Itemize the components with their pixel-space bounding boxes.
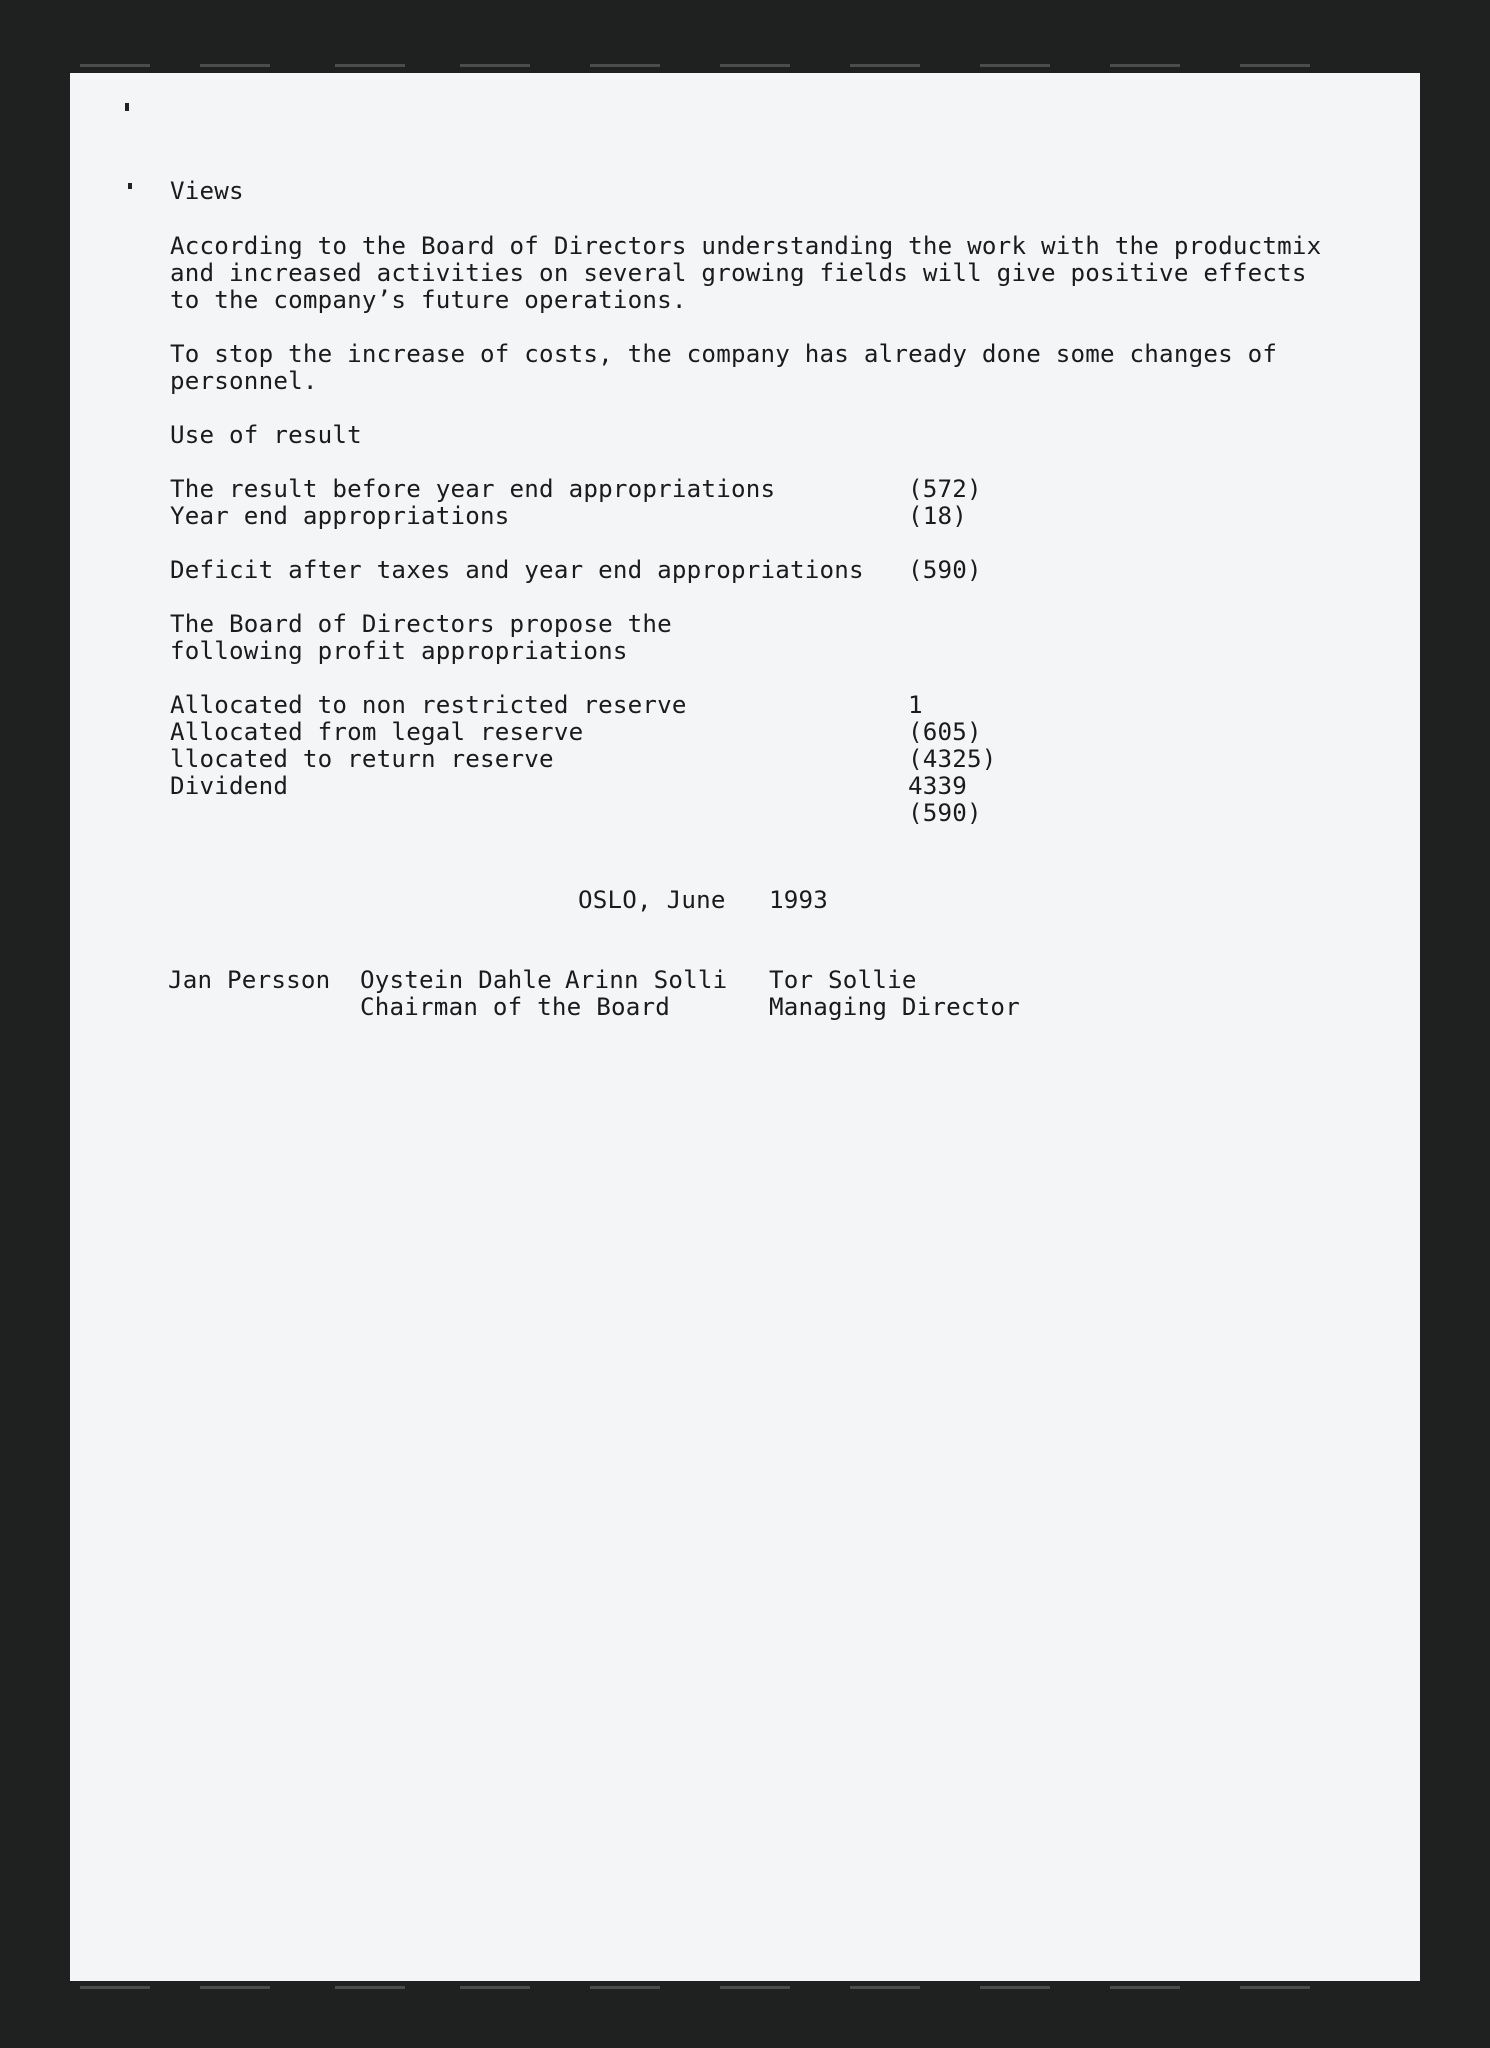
deficit-value: (590) [908,556,982,584]
scan-edge-mark [335,64,405,67]
scan-edge-mark [335,1986,405,1989]
scan-edge-mark [200,1986,270,1989]
scan-edge-mark [200,64,270,67]
signatory-arinn-solli: Arinn Solli [565,966,728,994]
proposal-line: The Board of Directors propose the [170,610,672,638]
result-value: (572) [908,475,982,503]
proposal-line: following profit appropriations [170,637,628,665]
scan-edge-mark [850,1986,920,1989]
scan-edge-mark [720,64,790,67]
scan-edge-mark [460,1986,530,1989]
scan-edge-mark [460,64,530,67]
scan-edge-mark [720,1986,790,1989]
appropriation-value: 4339 [908,772,968,800]
appropriation-label: Allocated to non restricted reserve [170,691,687,719]
scan-edge-mark [1110,64,1180,67]
margin-mark [125,103,129,111]
signatory-oystein-dahle: Oystein Dahle [360,966,552,994]
scan-edge-mark [980,1986,1050,1989]
paragraph-line: According to the Board of Directors understanding the work with the productmix [170,232,1322,260]
appropriation-value: 1 [908,691,923,719]
appropriation-value: (605) [908,718,982,746]
scan-edge-mark [1240,64,1310,67]
result-label: Year end appropriations [170,502,510,530]
scan-edge-mark [850,64,920,67]
appropriation-value: (4325) [908,745,997,773]
scan-edge-mark [1110,1986,1180,1989]
place-date: OSLO, June [578,886,726,914]
appropriations-total: (590) [908,799,982,827]
signatory-jan-persson: Jan Persson [168,966,331,994]
scan-edge-mark [590,64,660,67]
appropriation-label: Dividend [170,772,289,800]
paragraph-line: to the company’s future operations. [170,286,687,314]
result-label: The result before year end appropriations [170,475,776,503]
chairman-title: Chairman of the Board [360,993,671,1021]
paragraph-line: personnel. [170,367,318,395]
scan-edge-mark [80,64,150,67]
paragraph-line: and increased activities on several growing fields will give positive effects [170,259,1307,287]
document-page [70,73,1420,1981]
managing-director-title: Managing Director [769,993,1020,1021]
scan-edge-mark [1240,1986,1310,1989]
heading-views: Views [170,177,244,205]
signatory-tor-sollie: Tor Sollie [769,966,917,994]
scan-edge-mark [980,64,1050,67]
deficit-label: Deficit after taxes and year end appropriations [170,556,864,584]
paragraph-line: To stop the increase of costs, the company has already done some changes of [170,340,1278,368]
year: 1993 [769,886,829,914]
scan-edge-mark [80,1986,150,1989]
result-value: (18) [908,502,968,530]
appropriation-label: llocated to return reserve [170,745,554,773]
appropriation-label: Allocated from legal reserve [170,718,584,746]
margin-mark [128,183,132,189]
heading-use-of-result: Use of result [170,421,362,449]
scan-edge-mark [590,1986,660,1989]
